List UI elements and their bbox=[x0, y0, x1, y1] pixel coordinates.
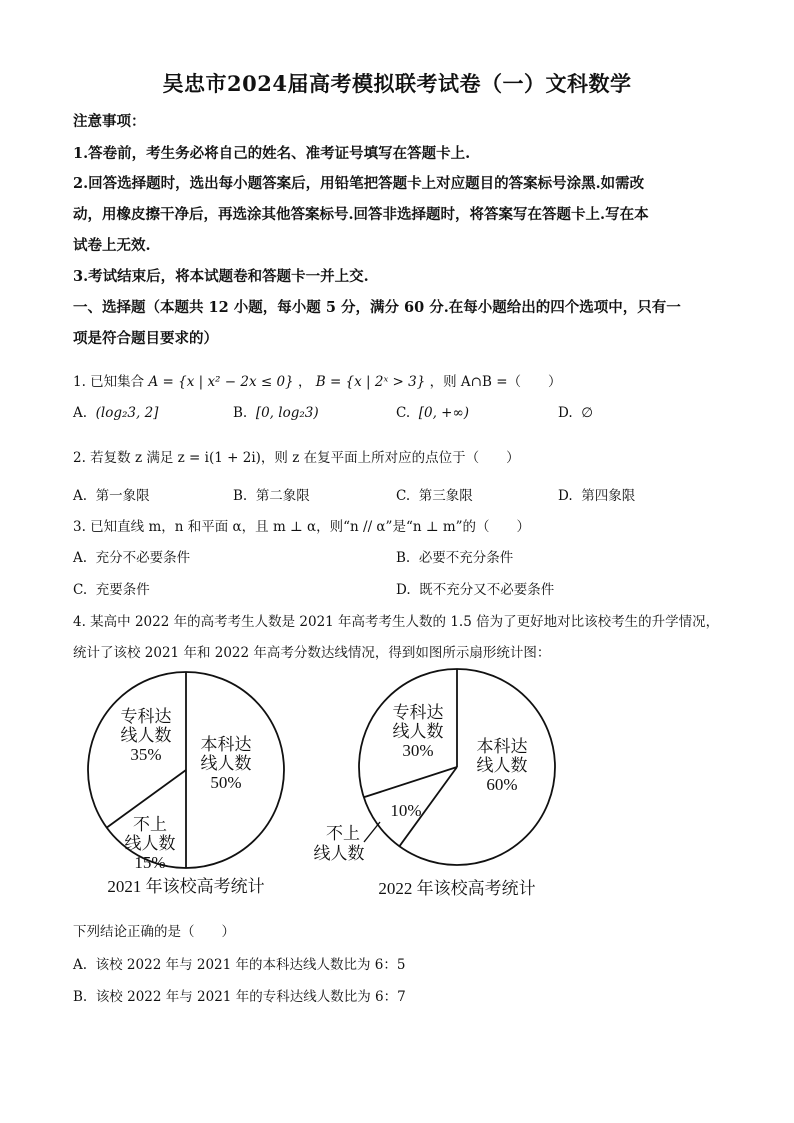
pie-1-slice-2-label-line1: 专科达 bbox=[392, 703, 444, 722]
pie-0-slice-0-label-line2: 线人数 bbox=[200, 754, 252, 773]
q2-option-b: B. 第二象限 bbox=[233, 488, 310, 504]
pie-0-slice-0-label-line1: 本科达 bbox=[200, 735, 252, 754]
pie-1-slice-0-label-line1: 本科达 bbox=[476, 737, 528, 756]
q3-option-b: B. 必要不充分条件 bbox=[396, 550, 514, 566]
pie-1-slice-1-label-line2: 线人数 bbox=[313, 844, 365, 863]
note-2-line-1: 2.回答选择题时，选出每小题答案后，用铅笔把答题卡上对应题目的答案标号涂黑.如需改 bbox=[73, 175, 645, 192]
q3-option-c: C. 充要条件 bbox=[73, 582, 150, 598]
q2-option-d: D. 第四象限 bbox=[558, 488, 636, 504]
pie-0-title: 2021 年该校高考统计 bbox=[107, 877, 265, 896]
q1-option-a: A. (log₂3, 2] bbox=[73, 405, 159, 421]
section-1-line-1: 一、选择题（本题共 12 小题，每小题 5 分，满分 60 分.在每小题给出的四个选项中，只有一 bbox=[73, 299, 681, 316]
notes-heading: 注意事项： bbox=[73, 113, 146, 130]
q1-option-c: C. [0, +∞) bbox=[396, 405, 469, 421]
q1-option-b: B. [0, log₂3) bbox=[233, 405, 319, 421]
q1-set-a: A = {x | x² − 2x ≤ 0} bbox=[148, 374, 294, 390]
q1-suffix: ，则 A∩B =（ ） bbox=[429, 374, 562, 390]
pie-1-slice-2-percent: 30% bbox=[402, 741, 434, 760]
question-4-prompt: 下列结论正确的是（ ） bbox=[73, 924, 235, 940]
q1-prefix: 1. 已知集合 bbox=[73, 374, 145, 390]
q2-option-a: A. 第一象限 bbox=[73, 488, 150, 504]
pie-1-leader-line bbox=[364, 822, 380, 842]
question-4-line-2: 统计了该校 2021 年和 2022 年高考分数达线情况，得到如图所示扇形统计图： bbox=[73, 645, 551, 661]
pie-0-slice-2-label-line1: 专科达 bbox=[120, 707, 172, 726]
question-2: 2. 若复数 z 满足 z = i(1 + 2i)，则 z 在复平面上所对应的点位于（ ） bbox=[73, 450, 520, 466]
pie-0-slice-2-percent: 35% bbox=[130, 745, 162, 764]
question-1 bbox=[73, 370, 562, 390]
pie-0-slice-1-label-line2: 线人数 bbox=[124, 834, 176, 853]
pie-1-slice-1-percent: 10% bbox=[390, 801, 422, 820]
note-2-line-2: 动，用橡皮擦干净后，再选涂其他答案标号.回答非选择题时，将答案写在答题卡上.写在本 bbox=[73, 206, 649, 223]
pie-1-slice-2-label-line2: 线人数 bbox=[392, 722, 444, 741]
pie-1-slice-edge-2 bbox=[364, 767, 457, 797]
note-1: 1.答卷前，考生务必将自己的姓名、准考证号填写在答题卡上. bbox=[73, 145, 471, 162]
pie-1-title: 2022 年该校高考统计 bbox=[378, 879, 536, 898]
question-3: 3. 已知直线 m，n 和平面 α，且 m ⊥ α，则“n // α”是“n ⊥ m”的（ ） bbox=[73, 519, 531, 535]
pie-1-slice-1-label-line1: 不上 bbox=[326, 824, 360, 843]
question-4-line-1: 4. 某高中 2022 年的高考考生人数是 2021 年高考考生人数的 1.5 倍为了更好地对比该校考生的升学情况， bbox=[73, 614, 720, 630]
q1-comma: ， bbox=[297, 374, 312, 390]
q3-option-d: D. 既不充分又不必要条件 bbox=[396, 582, 555, 598]
pie-0-slice-1-label-line1: 不上 bbox=[133, 815, 167, 834]
pie-0-slice-1-percent: 15% bbox=[134, 853, 166, 872]
pie-0-slice-2-label-line2: 线人数 bbox=[120, 726, 172, 745]
pie-0-slice-0-percent: 50% bbox=[210, 773, 242, 792]
q3-option-a: A. 充分不必要条件 bbox=[73, 550, 191, 566]
q2-option-c: C. 第三象限 bbox=[396, 488, 473, 504]
q1-set-b: B = {x | 2ˣ > 3} bbox=[315, 374, 426, 390]
pie-charts bbox=[0, 660, 794, 910]
q1-option-d: D. ∅ bbox=[558, 405, 593, 421]
note-3: 3.考试结束后，将本试题卷和答题卡一并上交. bbox=[73, 268, 369, 285]
page-title: 吴忠市2024届高考模拟联考试卷（一）文科数学 bbox=[162, 71, 632, 96]
pie-1-slice-0-percent: 60% bbox=[486, 775, 518, 794]
q4-option-a: A. 该校 2022 年与 2021 年的本科达线人数比为 6：5 bbox=[73, 957, 406, 973]
section-1-line-2: 项是符合题目要求的） bbox=[73, 330, 218, 347]
note-2-line-3: 试卷上无效. bbox=[73, 237, 151, 254]
q4-option-b: B. 该校 2022 年与 2021 年的专科达线人数比为 6：7 bbox=[73, 989, 406, 1005]
pie-1-slice-0-label-line2: 线人数 bbox=[476, 756, 528, 775]
